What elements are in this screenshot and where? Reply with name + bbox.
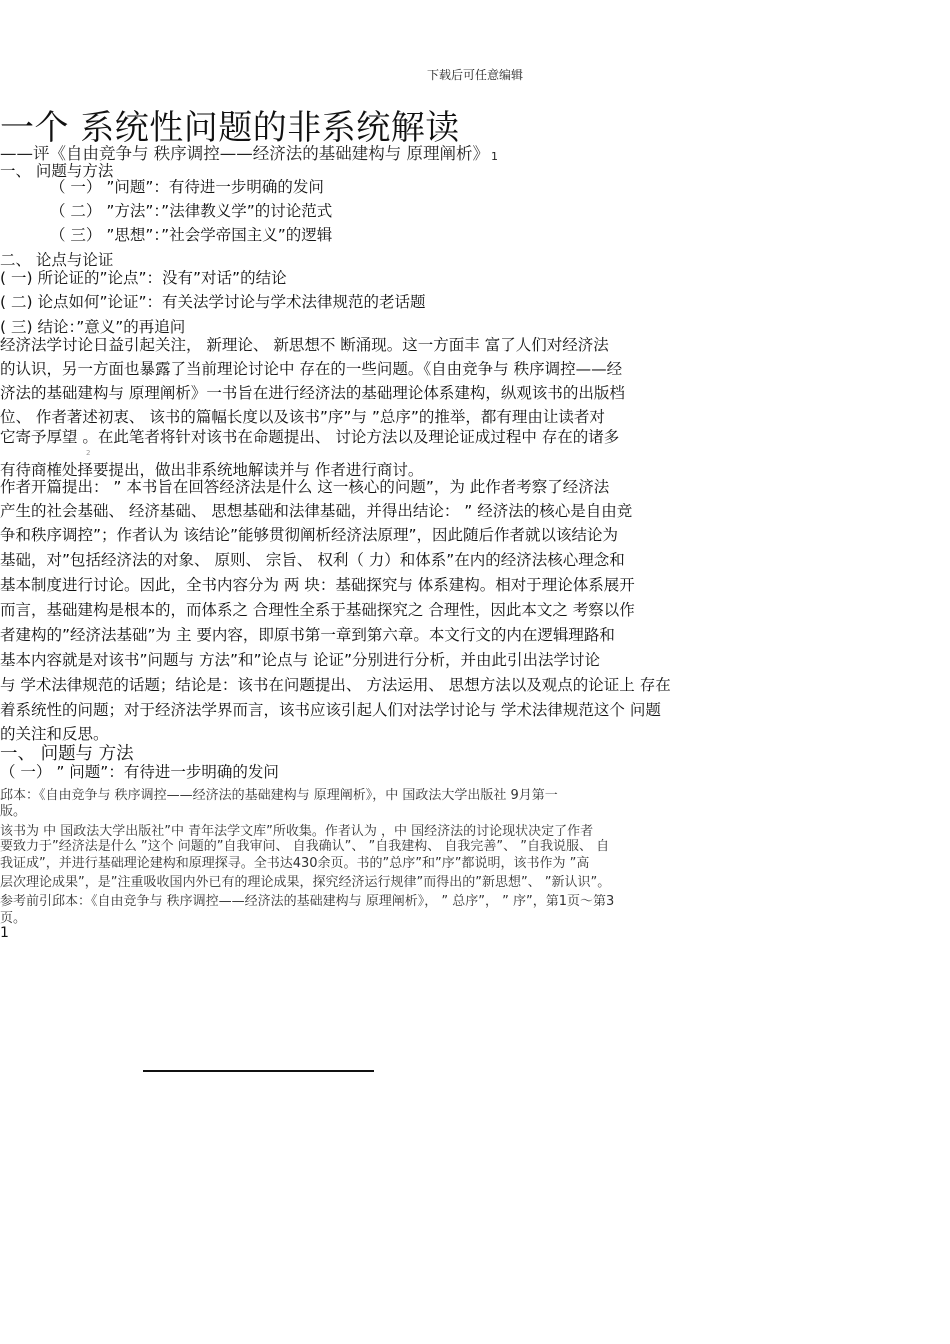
paragraph-2-line: 与 学术法律规范的话题；结论是：该书在问题提出、 方法运用、 思想方法以及观点的论证上 存在 [0, 676, 671, 694]
page-number: 1 [0, 925, 9, 941]
paragraph-1-line: 位、 作者著述初衷、 该书的篇幅长度以及该书”序”与 ”总序”的推举，都有理由让读者对 [0, 408, 605, 426]
paragraph-1-line: 经济法学讨论日益引起关注， 新理论、 新思想不 断涌现。这一方面丰 富了人们对经济法 [0, 336, 609, 354]
paragraph-2-line: 着系统性的问题；对于经济法学界而言，该书应该引起人们对法学讨论与 学术法律规范这个 问题 [0, 701, 661, 719]
paragraph-2-line: 者建构的”经济法基础”为 主 要内容，即原书第一章到第六章。本文行文的内在逻辑理路和 [0, 626, 615, 644]
footnote-line: 该书为 中 国政法大学出版社”中 青年法学文库”所收集。作者认为 ，中 国经济法的讨论现状决定了作者 [0, 824, 594, 839]
footnote-line: 版。 [0, 804, 27, 819]
subsection-heading: （ 一） ” 问题”：有待进一步明确的发问 [0, 763, 279, 781]
paragraph-2-line: 作者开篇提出： ” 本书旨在回答经济法是什么 这一核心的问题”，为 此作者考察了经济法 [0, 478, 610, 496]
toc-item-1: 一、 问题与方法 [0, 162, 114, 180]
toc-item-2-2: ( 二) 论点如何”论证”：有关法学讨论与学术法律规范的老话题 [0, 293, 426, 311]
toc-item-2-1: ( 一) 所论证的”论点”：没有”对话”的结论 [0, 269, 287, 287]
paragraph-2-line: 争和秩序调控”；作者认为 该结论”能够贯彻阐析经济法原理”，因此随后作者就以该结论为 [0, 526, 619, 544]
paragraph-2-line: 基本内容就是对该书”问题与 方法”和”论点与 论证”分别进行分析，并由此引出法学讨论 [0, 651, 600, 669]
footnote-line: 页。 [0, 911, 27, 926]
footnote-line: 要致力于”经济法是什么 ”这个 问题的”自我审问、 自我确认”、 ”自我建构、 自我完善”、 ”自我说服、 自 [0, 839, 610, 854]
toc-item-2: 二、 论点与论证 [0, 251, 114, 269]
footnote-ref-1: 1 [491, 150, 498, 163]
footnote-line: 层次理论成果”，是”注重吸收国内外已有的理论成果，探究经济运行规律”而得出的”新思想”、 ”新认识”。 [0, 875, 611, 890]
page-header: 下载后可任意编辑 [426, 68, 523, 82]
document-title: 一个 系统性问题的非系统解读 [0, 108, 460, 148]
paragraph-1-line: 它寄予厚望 。在此笔者将针对该书在命题提出、 讨论方法以及理论证成过程中 存在的诸多 [0, 428, 620, 446]
toc-item-1-3: （ 三） ”思想”：”社会学帝国主义”的逻辑 [50, 226, 333, 244]
footnote-line: 邱本：《自由竞争与 秩序调控——经济法的基础建构与 原理阐析》，中 国政法大学出版社 9月第一 [0, 788, 558, 803]
subtitle-text: ——评《自由竞争与 秩序调控——经济法的基础建构与 原理阐析》 [0, 144, 489, 163]
paragraph-2-line: 基本制度进行讨论。因此，全书内容分为 两 块：基础探究与 体系建构。相对于理论体系展开 [0, 576, 635, 594]
toc-item-1-1: （ 一） ”问题”：有待进一步明确的发问 [50, 178, 324, 196]
toc-item-1-2: （ 二） ”方法”：”法律教义学”的讨论范式 [50, 202, 333, 220]
footnote-line: 参考前引邱本：《自由竞争与 秩序调控——经济法的基础建构与 原理阐析》， ” 总序”， ” 序”，第1页～第3 [0, 894, 615, 909]
paragraph-2-line: 产生的社会基础、 经济基础、 思想基础和法律基础，并得出结论： ” 经济法的核心是自由竞 [0, 502, 633, 520]
paragraph-2-line: 而言，基础建构是根本的，而体系之 合理性全系于基础探究之 合理性，因此本文之 考察以作 [0, 601, 635, 619]
footnote-ref-2: 2 [86, 449, 91, 457]
paragraph-1-line: 的认识，另一方面也暴露了当前理论讨论中 存在的一些问题。《自由竞争与 秩序调控——经 [0, 360, 623, 378]
paragraph-1-line: 有待商榷处择要提出，做出非系统地解读并与 作者进行商讨。 [0, 461, 424, 479]
paragraph-2-line: 的关注和反思。 [0, 725, 109, 743]
toc-item-2-3: ( 三) 结论：”意义”的再追问 [0, 318, 186, 336]
footnote-divider [143, 1070, 374, 1072]
paragraph-2-line: 基础，对”包括经济法的对象、 原则、 宗旨、 权利（ 力）和体系”在内的经济法核心理念和 [0, 551, 625, 569]
paragraph-1-line: 济法的基础建构与 原理阐析》一书旨在进行经济法的基础理论体系建构，纵观该书的出版档 [0, 384, 625, 402]
section-heading: 一、 问题与 方法 [0, 744, 134, 764]
footnote-line: 我证成”，并进行基础理论建构和原理探寻。全书达430余页。书的”总序”和”序”都说明，该书作为 ”高 [0, 856, 590, 871]
